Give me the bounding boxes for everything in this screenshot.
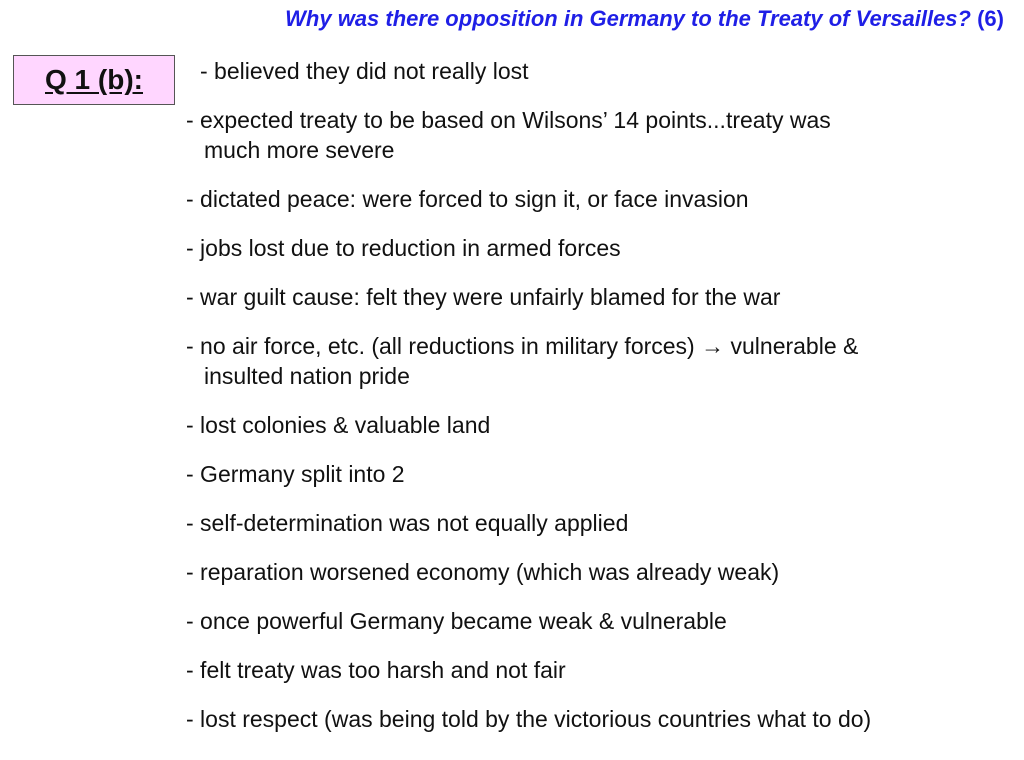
answer-point — [186, 184, 1016, 214]
slide-title — [0, 6, 1004, 32]
question-text: Why was there opposition in Germany to the Treaty of Versailles? — [285, 6, 971, 31]
answer-point-text: - self-determination was not equally applied — [186, 510, 629, 536]
answer-point-text: - believed they did not really lost — [200, 58, 529, 84]
answer-point-text: - war guilt cause: felt they were unfairly blamed for the war — [186, 284, 781, 310]
answer-point-continuation: insulted nation pride — [204, 363, 410, 389]
answer-point-text: - lost respect (was being told by the victorious countries what to do) — [186, 706, 872, 732]
answer-point-text: - Germany split into 2 — [186, 461, 405, 487]
answer-point — [186, 105, 1016, 165]
answer-point-text: - dictated peace: were forced to sign it, or face invasion — [186, 186, 749, 212]
answer-point-text: - no air force, etc. (all reductions in military forces) → vulnerable & — [186, 333, 859, 359]
answer-point-text: - once powerful Germany became weak & vulnerable — [186, 608, 727, 634]
answer-point-continuation: much more severe — [204, 137, 395, 163]
answer-point-text: - expected treaty to be based on Wilsons’ 14 points...treaty was — [186, 107, 831, 133]
answer-point — [186, 459, 1016, 489]
marks-text: (6) — [977, 6, 1004, 31]
answer-point-text: - jobs lost due to reduction in armed forces — [186, 235, 621, 261]
answer-point — [186, 233, 1016, 263]
answer-point — [186, 282, 1016, 312]
answer-point — [186, 410, 1016, 440]
answer-point-text: - reparation worsened economy (which was already weak) — [186, 559, 780, 585]
answer-point — [186, 331, 1016, 391]
answer-point — [186, 655, 1016, 685]
answer-point — [186, 508, 1016, 538]
answer-point — [200, 56, 1016, 86]
answer-point-text: - felt treaty was too harsh and not fair — [186, 657, 566, 683]
answer-point — [186, 557, 1016, 587]
answer-point — [186, 704, 1016, 734]
answer-point-text: - lost colonies & valuable land — [186, 412, 491, 438]
answer-point — [186, 606, 1016, 636]
answer-points-list — [186, 56, 1016, 753]
question-label: Q 1 (b): — [13, 55, 175, 105]
